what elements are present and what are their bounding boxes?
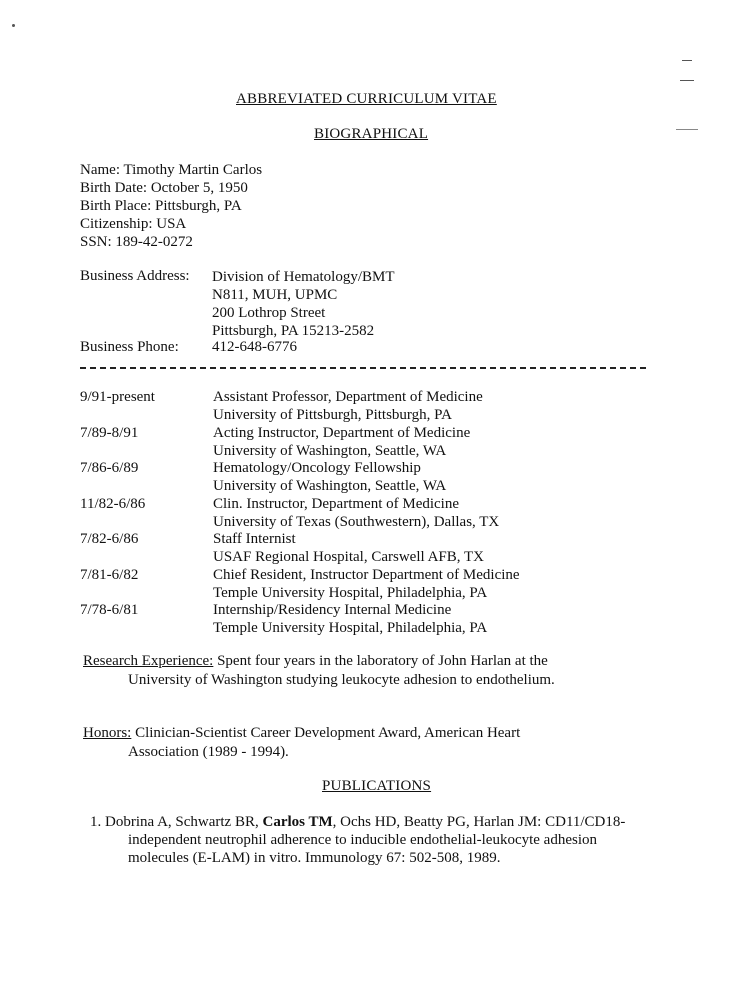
honors bbox=[83, 725, 520, 742]
section-heading-publications: PUBLICATIONS bbox=[322, 778, 432, 794]
bio-name: Name: Timothy Martin Carlos bbox=[80, 162, 263, 178]
honors-label: Honors: bbox=[83, 725, 132, 741]
position-title: Clin. Instructor, Department of Medicine bbox=[213, 495, 459, 512]
bio-birth-date: Birth Date: October 5, 1950 bbox=[80, 180, 248, 196]
publication-highlight-author: Carlos TM bbox=[262, 814, 333, 830]
position-institution: Temple University Hospital, Philadelphia, PA bbox=[213, 584, 488, 601]
position-date: 9/91-present bbox=[80, 389, 155, 405]
dashed-divider bbox=[80, 367, 646, 369]
research-experience bbox=[83, 653, 548, 670]
research-label: Research Experience: bbox=[83, 653, 214, 669]
address-line: Pittsburgh, PA 15213-2582 bbox=[212, 323, 375, 339]
honors-text-continued: Association (1989 - 1994). bbox=[128, 744, 289, 760]
position-title: Staff Internist bbox=[213, 531, 296, 547]
position-institution: Temple University Hospital, Philadelphia, PA bbox=[213, 620, 488, 636]
bio-birth-place: Birth Place: Pittsburgh, PA bbox=[80, 198, 242, 214]
position-title: Internship/Residency Internal Medicine bbox=[213, 602, 452, 618]
business-phone-label: Business Phone: bbox=[80, 339, 179, 355]
scan-speck bbox=[680, 80, 694, 81]
position-title: Hematology/Oncology Fellowship bbox=[213, 460, 421, 476]
scan-speck bbox=[676, 129, 698, 130]
bio-ssn: SSN: 189-42-0272 bbox=[80, 234, 193, 250]
address-line: Division of Hematology/BMT bbox=[212, 269, 395, 285]
research-text-continued: University of Washington studying leukocyte adhesion to endothelium. bbox=[128, 672, 555, 688]
business-address-label: Business Address: bbox=[80, 268, 190, 284]
scan-speck bbox=[682, 60, 692, 61]
publication-line: molecules (E-LAM) in vitro. Immunology 67: 502-508, 1989. bbox=[128, 850, 501, 866]
position-date: 7/86-6/89 bbox=[80, 460, 139, 476]
position-date: 11/82-6/86 bbox=[80, 495, 146, 512]
position-institution: University of Texas (Southwestern), Dallas, TX bbox=[213, 513, 500, 530]
position-title: Assistant Professor, Department of Medicine bbox=[213, 389, 483, 405]
position-institution: USAF Regional Hospital, Carswell AFB, TX bbox=[213, 549, 484, 565]
business-address bbox=[212, 268, 395, 340]
position-institution: University of Pittsburgh, Pittsburgh, PA bbox=[213, 407, 452, 423]
address-line: N811, MUH, UPMC bbox=[212, 287, 338, 303]
business-phone: 412-648-6776 bbox=[212, 339, 297, 355]
position-date: 7/89-8/91 bbox=[80, 424, 139, 441]
document-title: ABBREVIATED CURRICULUM VITAE bbox=[236, 91, 497, 107]
section-heading-biographical: BIOGRAPHICAL bbox=[314, 126, 429, 142]
bio-citizenship: Citizenship: USA bbox=[80, 216, 187, 232]
research-text: Spent four years in the laboratory of John Harlan at the bbox=[217, 653, 548, 669]
position-date: 7/81-6/82 bbox=[80, 566, 139, 583]
address-line: 200 Lothrop Street bbox=[212, 305, 326, 321]
position-date: 7/78-6/81 bbox=[80, 602, 139, 618]
publication-line: independent neutrophil adherence to inducible endothelial-leukocyte adhesion bbox=[128, 832, 597, 848]
publication-item bbox=[90, 814, 625, 831]
scan-speck bbox=[12, 24, 15, 27]
honors-text: Clinician-Scientist Career Development Award, American Heart bbox=[135, 725, 521, 741]
bio-block bbox=[80, 161, 262, 251]
publication-authors-rest: , Ochs HD, Beatty PG, Harlan JM: CD11/CD18- bbox=[332, 814, 626, 830]
position-institution: University of Washington, Seattle, WA bbox=[213, 442, 447, 459]
position-title: Chief Resident, Instructor Department of Medicine bbox=[213, 566, 520, 583]
position-institution: University of Washington, Seattle, WA bbox=[213, 478, 447, 494]
publication-authors: 1. Dobrina A, Schwartz BR, bbox=[90, 814, 263, 830]
position-title: Acting Instructor, Department of Medicine bbox=[213, 424, 471, 441]
position-date: 7/82-6/86 bbox=[80, 531, 139, 547]
